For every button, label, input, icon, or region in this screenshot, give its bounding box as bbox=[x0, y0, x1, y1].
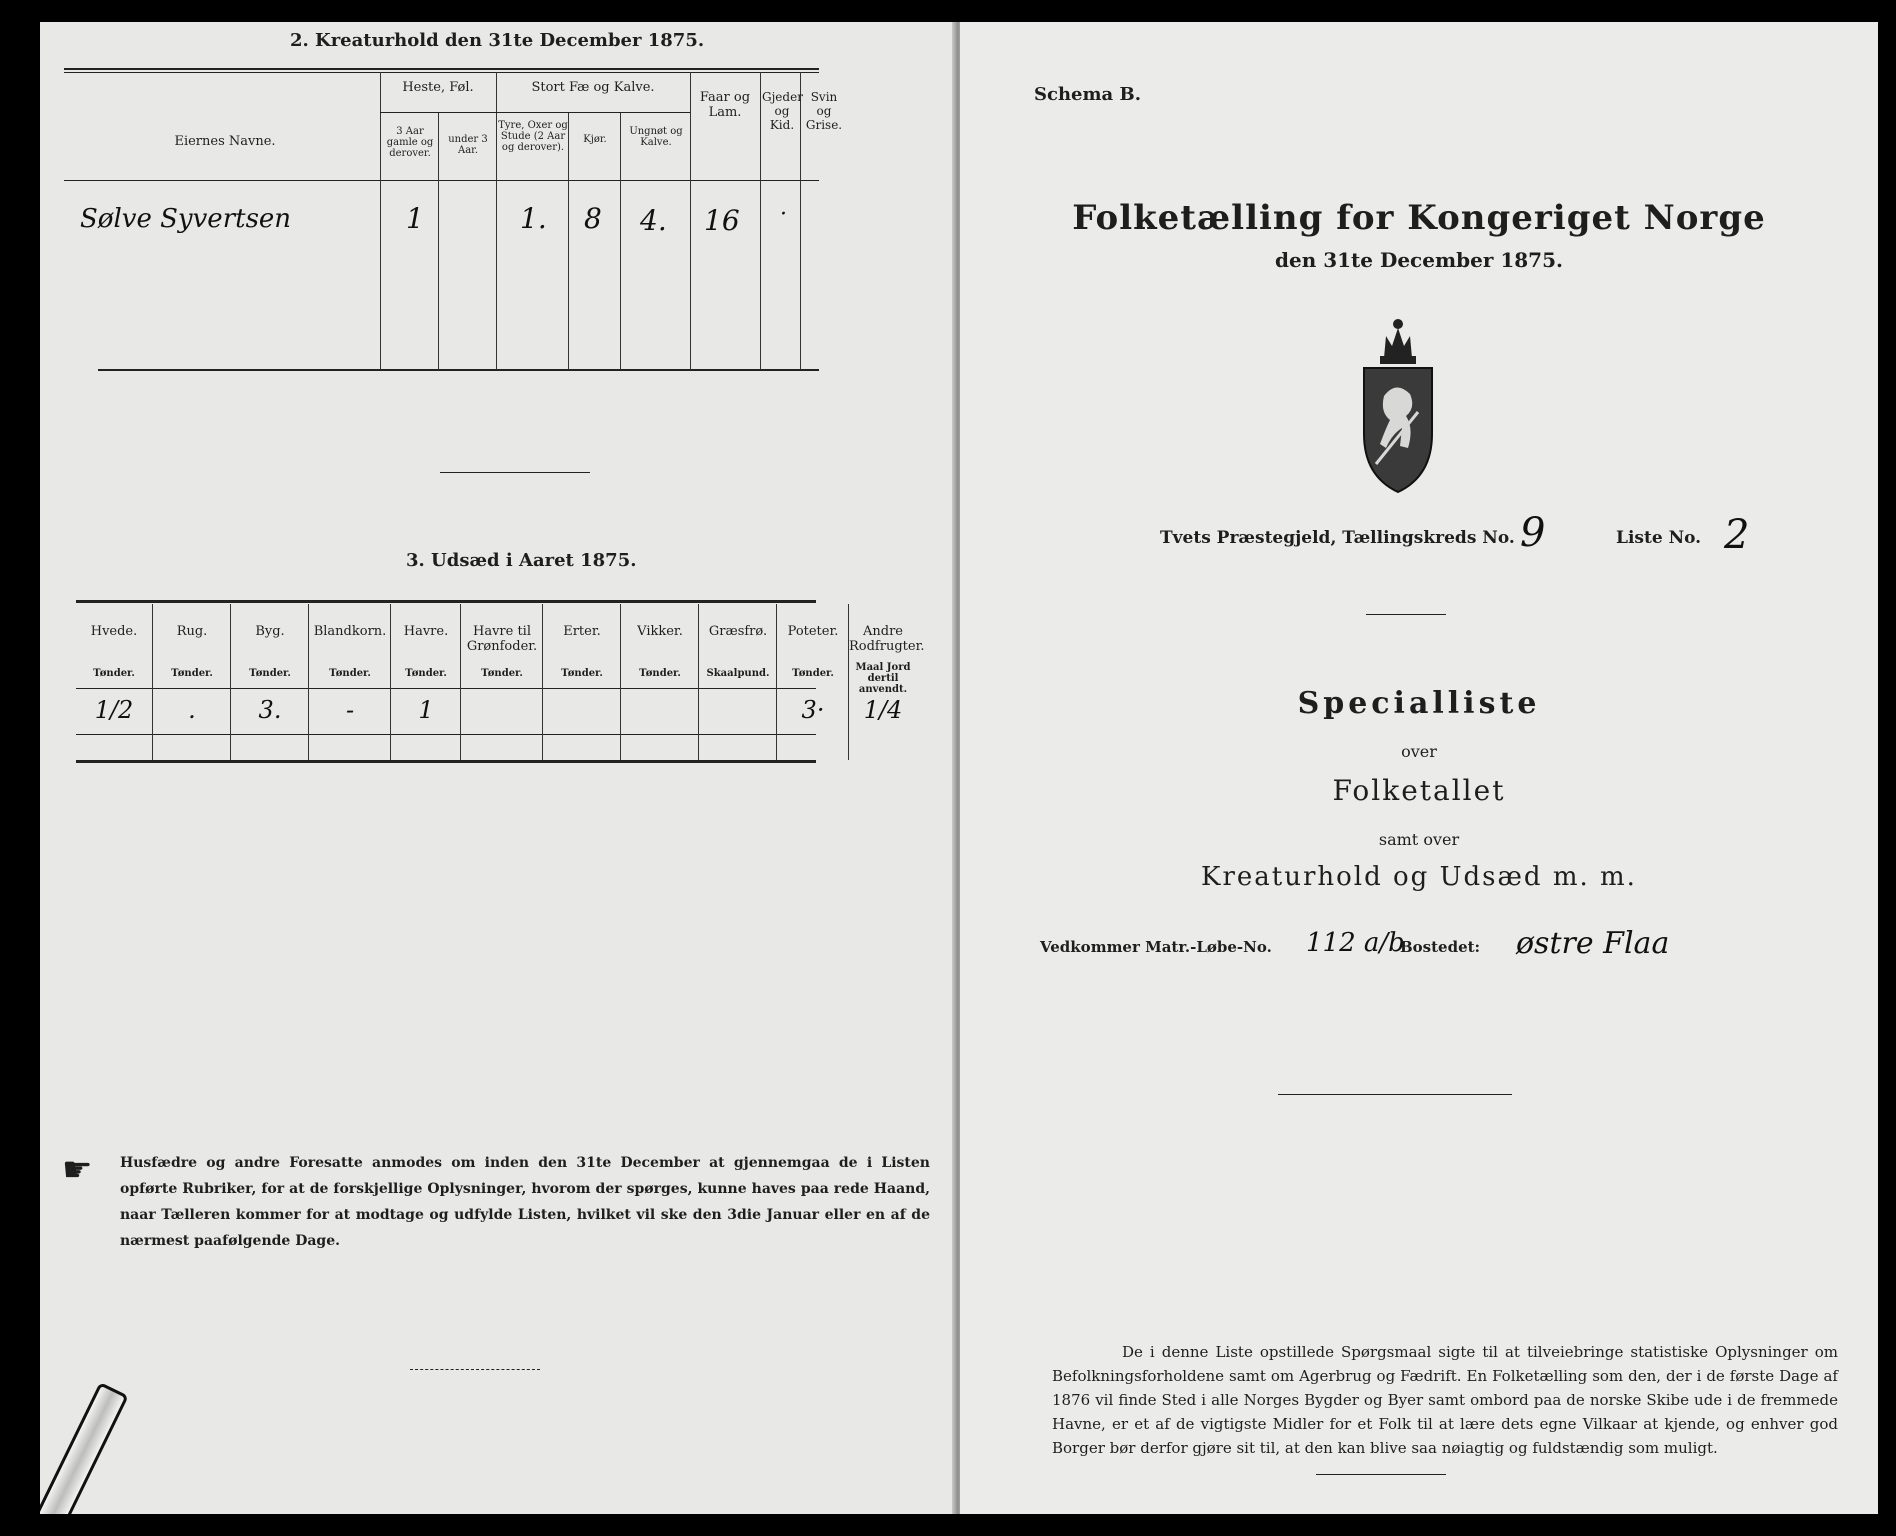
seed-col-unit: Tønder. bbox=[481, 668, 523, 679]
seed-col-unit: Tønder. bbox=[171, 668, 213, 679]
seed-col-unit: Tønder. bbox=[249, 668, 291, 679]
seed-col-unit: Tønder. bbox=[639, 668, 681, 679]
cattle-b-value: 8 bbox=[584, 202, 602, 235]
pen-icon bbox=[40, 1382, 129, 1514]
table-header-rule bbox=[64, 180, 819, 181]
seed-col-name: Byg. bbox=[255, 624, 285, 639]
col-cattle-header: Stort Fæ og Kalve. bbox=[531, 80, 655, 95]
col-goats-header: Gjeder og Kid. bbox=[762, 90, 803, 132]
kreds-number: 9 bbox=[1520, 510, 1546, 556]
seed-col-5 bbox=[390, 604, 461, 760]
seed-bottom-rule bbox=[76, 760, 816, 763]
seed-col-3 bbox=[230, 604, 309, 760]
seed-col-4 bbox=[308, 604, 391, 760]
col-cattle-b-header: Kjør. bbox=[583, 134, 607, 145]
folketallet-heading: Folketallet bbox=[1332, 774, 1506, 807]
col-horses-a-header: 3 Aar gamle og derover. bbox=[386, 126, 434, 159]
samt-over-text: samt over bbox=[1378, 830, 1460, 849]
over-text: over bbox=[1401, 742, 1437, 761]
owner-name: Sølve Syvertsen bbox=[80, 204, 292, 234]
short-rule bbox=[1366, 614, 1446, 615]
mid-rule bbox=[1278, 1094, 1512, 1095]
notice-paragraph: Husfædre og andre Foresatte anmodes om inden den 31te December at gjennemgaa de i Listen opførte Rubriker, for at de forskjellige Oplysninger, hvorom der spørges, kunne haves paa rede Haand, naar Tælleren kommer for at modtage og udfylde Listen, hvilket vil ske den 3die Januar eller en af de nærmest paafølgende Dage. bbox=[120, 1155, 930, 1249]
main-title: Folketælling for Kongeriget Norge bbox=[1072, 198, 1766, 238]
seed-col-11 bbox=[848, 604, 925, 760]
cattle-a-value: 1. bbox=[520, 202, 547, 235]
specialliste-heading: Specialliste bbox=[1297, 686, 1541, 721]
main-subtitle: den 31te December 1875. bbox=[1275, 248, 1563, 272]
norwegian-coat-of-arms-icon bbox=[1356, 316, 1440, 494]
table-bottom-rule bbox=[98, 369, 819, 371]
col-horses-header: Heste, Føl. bbox=[402, 80, 474, 95]
horses-a-value: 1 bbox=[406, 202, 424, 235]
col-divider bbox=[690, 72, 691, 370]
footer-rule-right bbox=[1316, 1474, 1446, 1475]
notice-text bbox=[120, 1150, 930, 1254]
sheep-value: 16 bbox=[704, 204, 740, 237]
liste-label: Liste No. bbox=[1616, 528, 1702, 548]
seed-col-name: Rug. bbox=[176, 624, 208, 639]
seed-col-value: 3. bbox=[258, 696, 282, 724]
seed-col-value: 1/4 bbox=[863, 696, 903, 724]
seed-col-10 bbox=[776, 604, 849, 760]
col-pigs-header: Svin og Grise. bbox=[805, 90, 843, 132]
seed-col-2 bbox=[152, 604, 231, 760]
seed-col-name: Andre Rodfrugter. bbox=[849, 624, 925, 654]
col-divider bbox=[380, 72, 381, 370]
seed-col-name: Erter. bbox=[563, 624, 601, 639]
seed-top-rule bbox=[76, 600, 816, 603]
info-paragraph: De i denne Liste opstillede Spørgsmaal sigte til at tilveiebringe statistiske Oplysninger om Befolkningsforholdene samt om Agerbrug og Fædrift. En Folketælling som den, der i de første Dage af 1876 vil finde Sted i alle Norges Bygder og Byer samt ombord paa de norske Skibe ude i de fremmede Havne, er et af de vigtigste Midler for et Folk til at lære dets egne Vilkaar at kjende, og enhver god Borger bør derfor gjøre sit til, at den kan blive saa nøiagtig og fuldstændig som muligt. bbox=[1052, 1343, 1838, 1457]
seed-col-unit: Skaalpund. bbox=[706, 668, 770, 679]
col-divider bbox=[438, 112, 439, 370]
seed-col-7 bbox=[542, 604, 621, 760]
section3-title: 3. Udsæd i Aaret 1875. bbox=[406, 550, 637, 571]
kreaturhold-heading: Kreaturhold og Udsæd m. m. bbox=[1201, 862, 1637, 892]
table-top-rule bbox=[64, 68, 819, 70]
seed-col-name: Havre til Grønfoder. bbox=[466, 624, 538, 654]
col-divider bbox=[620, 112, 621, 370]
goats-value: · bbox=[780, 202, 787, 227]
col-cattle-c-header: Ungnøt og Kalve. bbox=[629, 126, 683, 148]
col-sheep-header: Faar og Lam. bbox=[699, 90, 751, 120]
col-divider bbox=[760, 72, 761, 370]
seed-col-name: Havre. bbox=[403, 624, 449, 639]
col-cattle-a-header: Tyre, Oxer og Stude (2 Aar og derover). bbox=[498, 120, 568, 153]
seed-col-unit: Tønder. bbox=[329, 668, 371, 679]
seed-col-value: . bbox=[188, 696, 196, 724]
left-page bbox=[40, 22, 956, 1514]
seed-col-name: Hvede. bbox=[90, 624, 138, 639]
seed-table bbox=[76, 604, 925, 760]
bosted-value: østre Flaa bbox=[1516, 926, 1670, 961]
bosted-label: Bostedet: bbox=[1400, 938, 1481, 956]
parish-label: Tvets Præstegjeld, Tællingskreds No. bbox=[1160, 528, 1515, 548]
seed-col-6 bbox=[460, 604, 543, 760]
col-divider bbox=[568, 112, 569, 370]
seed-col-value: - bbox=[345, 696, 355, 724]
section2-title: 2. Kreaturhold den 31te December 1875. bbox=[290, 30, 705, 51]
footer-rule bbox=[410, 1369, 540, 1370]
seed-col-unit: Tønder. bbox=[792, 668, 834, 679]
subheader-rule bbox=[380, 112, 690, 113]
col-divider bbox=[496, 72, 497, 370]
col-horses-b-header: under 3 Aar. bbox=[448, 134, 488, 156]
seed-col-unit: Tønder. bbox=[561, 668, 603, 679]
schema-label: Schema B. bbox=[1034, 84, 1141, 105]
seed-col-unit: Tønder. bbox=[93, 668, 135, 679]
seed-col-1 bbox=[76, 604, 152, 760]
table-top-rule-2 bbox=[64, 72, 819, 73]
seed-col-unit: Tønder. bbox=[405, 668, 447, 679]
seed-col-name: Blandkorn. bbox=[313, 624, 387, 639]
seed-col-value: 1/2 bbox=[94, 696, 134, 724]
pointing-hand-icon: ☛ bbox=[62, 1150, 93, 1190]
seed-col-name: Græsfrø. bbox=[708, 624, 768, 639]
seed-col-9 bbox=[698, 604, 777, 760]
separator-rule bbox=[440, 472, 590, 473]
seed-col-8 bbox=[620, 604, 699, 760]
liste-number: 2 bbox=[1724, 512, 1750, 558]
seed-col-value: 1 bbox=[418, 696, 434, 724]
matr-label: Vedkommer Matr.-Løbe-No. bbox=[1040, 938, 1272, 956]
seed-col-value: 3· bbox=[801, 696, 825, 724]
right-page bbox=[960, 22, 1878, 1514]
seed-col-name: Poteter. bbox=[787, 624, 839, 639]
cattle-c-value: 4. bbox=[640, 204, 667, 237]
seed-col-unit: Maal Jord dertil anvendt. bbox=[855, 662, 911, 695]
matr-value: 112 a/b bbox=[1306, 928, 1405, 958]
seed-col-name: Vikker. bbox=[637, 624, 683, 639]
col-owner-header: Eiernes Navne. bbox=[174, 134, 276, 149]
